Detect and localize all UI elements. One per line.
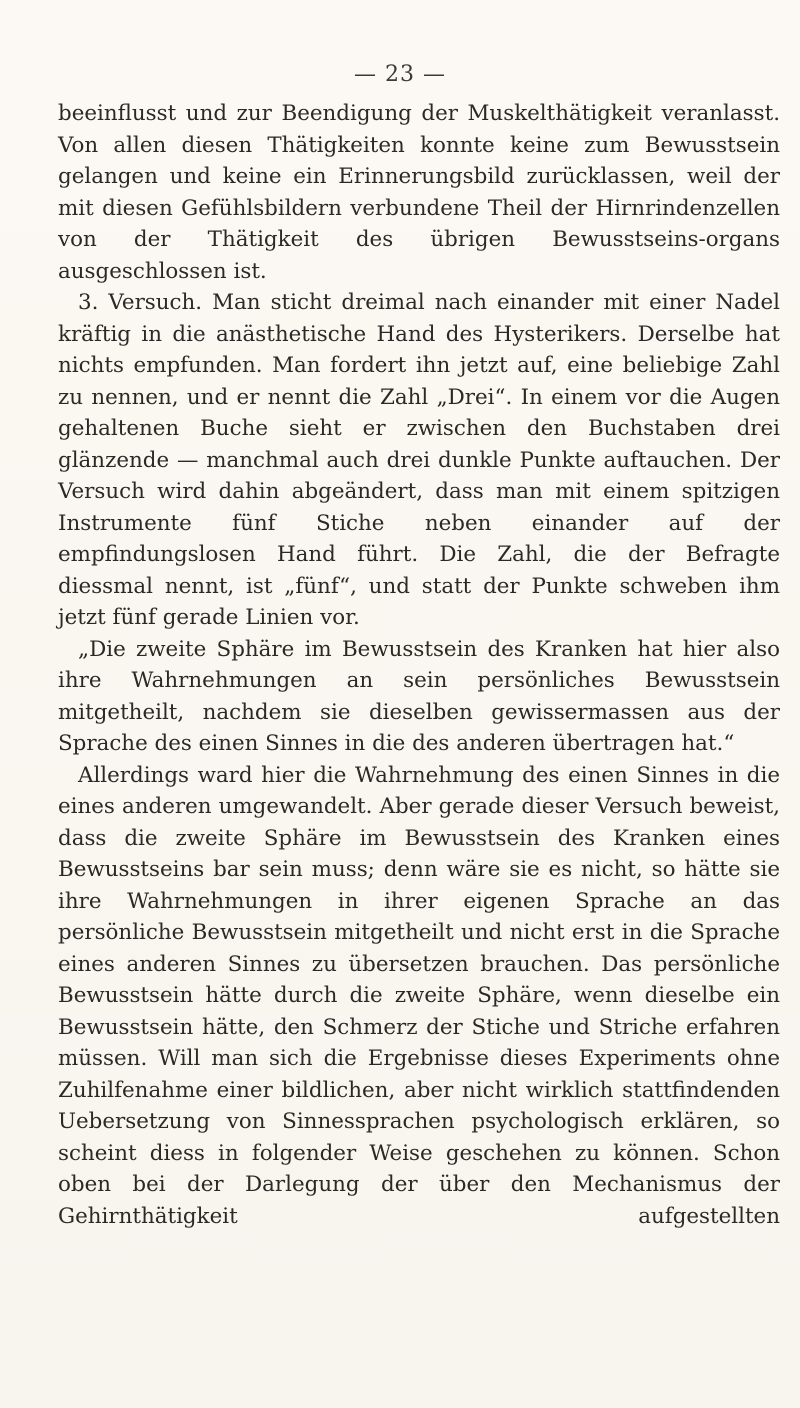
- paragraph-1: beeinflusst und zur Beendigung der Muskelthätigkeit veranlasst. Von allen diesen Thätigkeiten konnte keine zum Bewusstsein gelangen und keine ein Erinnerungsbild zurücklassen, weil der mit diesen Gefühlsbildern verbundene Theil der Hirnrindenzellen von der Thätigkeit des übrigen Bewusstseins-organs ausgeschlossen ist.: [58, 101, 780, 284]
- body-text: [58, 98, 780, 1232]
- paragraph-3: „Die zweite Sphäre im Bewusstsein des Kranken hat hier also ihre Wahrnehmungen an sein persönliches Bewusstsein mitgetheilt, nachdem sie dieselben gewissermassen aus der Sprache des einen Sinnes in die des anderen übertragen hat.“: [58, 636, 780, 756]
- paragraph-4: Allerdings ward hier die Wahrnehmung des einen Sinnes in die eines anderen umgewandelt. Aber gerade dieser Versuch beweist, dass die zweite Sphäre im Bewusstsein des Kranken eines Bewusstseins bar sein muss; denn wäre sie es nicht, so hätte sie ihre Wahrnehmungen in ihrer eigenen Sprache an das persönliche Bewusstsein mitgetheilt und nicht erst in die Sprache eines anderen Sinnes zu übersetzen brauchen. Das persönliche Bewusstsein hätte durch die zweite Sphäre, wenn dieselbe ein Bewusstsein hätte, den Schmerz der Stiche und Striche erfahren müssen. Will man sich die Ergebnisse dieses Experiments ohne Zuhilfenahme einer bildlichen, aber nicht wirklich stattfindenden Uebersetzung von Sinnessprachen psychologisch erklären, so scheint diess in folgender Weise geschehen zu können. Schon oben bei der Darlegung der über den Mechanismus der Gehirnthätigkeit aufgestellten: [58, 762, 780, 1229]
- paragraph-2: 3. Versuch. Man sticht dreimal nach einander mit einer Nadel kräftig in die anästhetische Hand des Hysterikers. Derselbe hat nichts empfunden. Man fordert ihn jetzt auf, eine beliebige Zahl zu nennen, und er nennt die Zahl „Drei“. In einem vor die Augen gehaltenen Buche sieht er zwischen den Buchstaben drei glänzende — manchmal auch drei dunkle Punkte auftauchen. Der Versuch wird dahin abgeändert, dass man mit einem spitzigen Instrumente fünf Stiche neben einander auf der empfindungslosen Hand führt. Die Zahl, die der Befragte diessmal nennt, ist „fünf“, und statt der Punkte schweben ihm jetzt fünf gerade Linien vor.: [58, 290, 780, 630]
- page-number-header: — 23 —: [354, 62, 446, 87]
